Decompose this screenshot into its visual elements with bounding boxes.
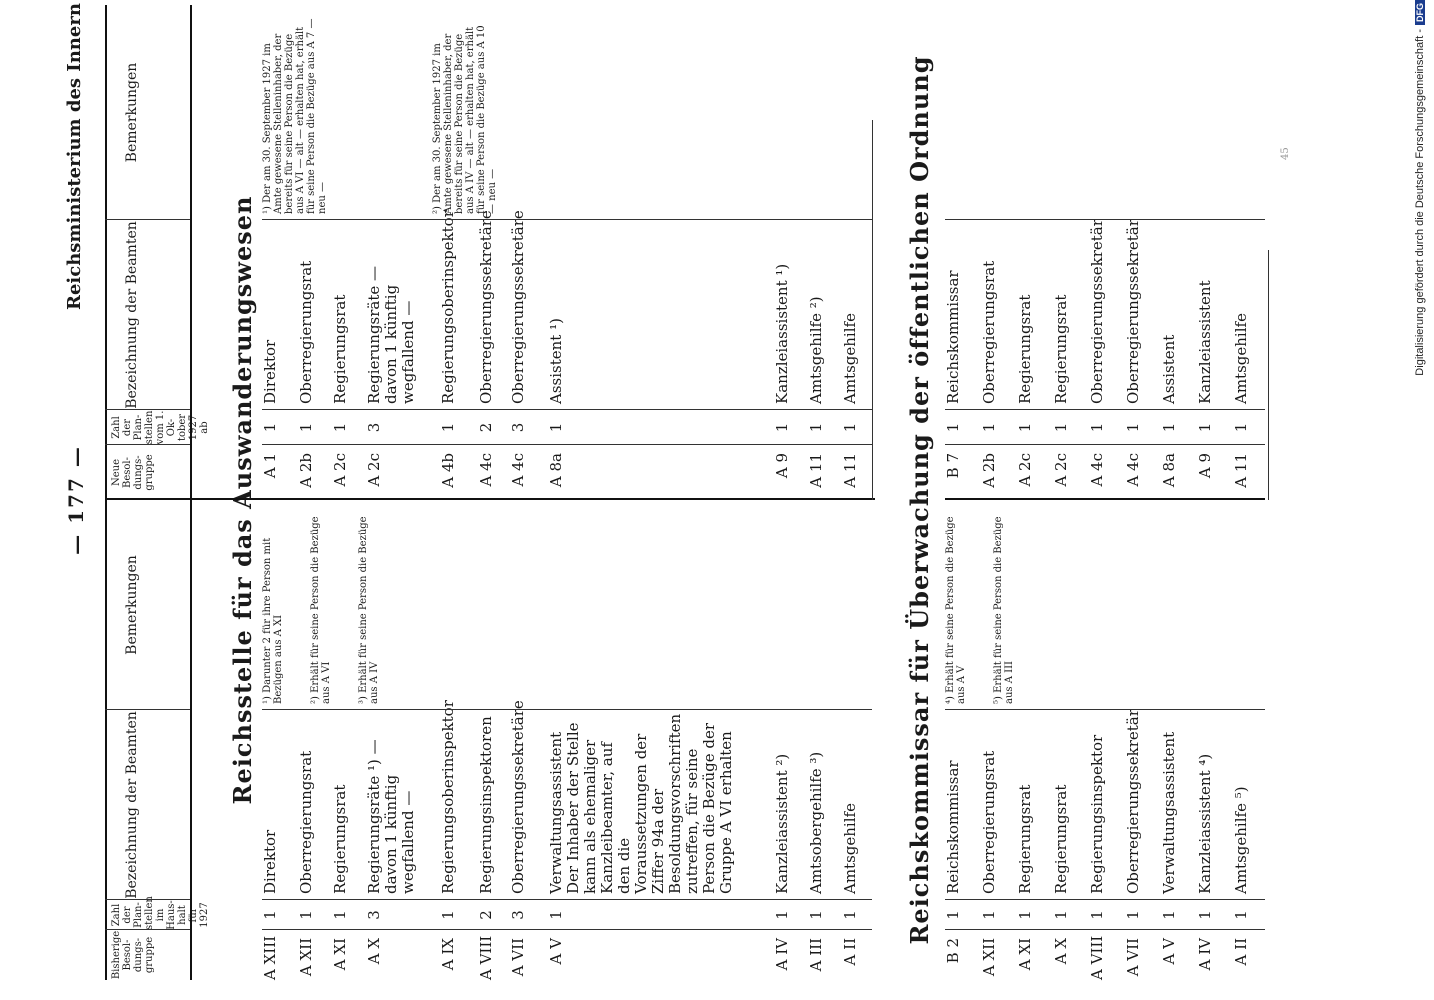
table-row-name: Regierungsrat — [331, 784, 349, 894]
header-bottom-rule — [190, 5, 192, 980]
table-row-name: Oberregierungssekretär — [1124, 709, 1142, 894]
left-count: 1 — [547, 910, 565, 920]
footnote: ⁵) Erhält für seine Person die Bezüge aus A III — [993, 516, 1015, 704]
footnote: ⁴) Erhält für seine Person die Bezüge aus A V — [945, 516, 967, 704]
right-count: 1 — [261, 422, 279, 433]
right-count: 1 — [807, 422, 825, 433]
table-center-rule — [105, 498, 875, 500]
dfg-logo: DFG — [1415, 0, 1425, 25]
left-count: 1 — [331, 910, 349, 920]
right-count: 2 — [477, 422, 495, 433]
table-row-name: Kanzleiassistent ²) — [773, 753, 791, 894]
left-group: A XI — [331, 938, 349, 971]
left-group: A VIII — [477, 935, 495, 980]
header-left-count: Zahl der Plan-stellen im Haus-halt für 1927 — [111, 896, 210, 930]
right-group: A 2c — [365, 453, 383, 487]
column-rule — [262, 709, 872, 710]
table-row-name: Oberregierungssekretäre — [477, 210, 495, 404]
table-row-name: Verwaltungsassistent — [1160, 731, 1178, 894]
column-rule — [945, 899, 1265, 900]
right-group: A 11 — [1232, 453, 1250, 488]
column-rule — [262, 899, 872, 900]
right-count: 1 — [1016, 422, 1034, 433]
left-group: A X — [365, 938, 383, 965]
table-row-name: Kanzleiassistent — [1196, 280, 1214, 404]
table-row-name: Amtsgehilfe — [841, 313, 859, 404]
left-count: 1 — [1016, 910, 1034, 920]
table-row-name: Oberregierungssekretär — [1124, 219, 1142, 404]
section1-title: Reichsstelle für das Auswanderungswesen — [228, 195, 257, 805]
right-group: A 2c — [1052, 453, 1070, 487]
right-group: A 11 — [807, 453, 825, 488]
footer-credit: Digitalisierung gefördert durch die Deutsche Forschungsgemeinschaft - — [1414, 29, 1426, 376]
table-row-name: Assistent — [1160, 334, 1178, 404]
right-group: A 11 — [841, 453, 859, 488]
left-count: 1 — [1196, 910, 1214, 920]
header-divider — [105, 929, 190, 930]
left-group: A XII — [980, 938, 998, 977]
table-row-name: Regierungsrat — [1052, 784, 1070, 894]
right-group: A 4c — [509, 453, 527, 487]
footnote: ²) Erhält für seine Person die Bezüge aus A VI — [310, 516, 332, 704]
table-row-name: Regierungsräte ¹) — davon 1 künftig wegfallend — — [365, 739, 417, 894]
left-group: A IV — [773, 938, 791, 971]
right-group: A 4c — [1124, 453, 1142, 487]
table-row-name: Oberregierungssekretäre — [509, 700, 527, 894]
header-divider — [105, 899, 190, 900]
column-rule — [945, 929, 1265, 930]
right-count: 1 — [841, 422, 859, 433]
table-row-name: Regierungsrat — [1016, 294, 1034, 404]
section2-title: Reichskommissar für Überwachung der öffentlichen Ordnung — [905, 55, 934, 945]
right-count: 1 — [1160, 422, 1178, 433]
left-count: 3 — [365, 910, 383, 920]
table-row-name: Regierungsrat — [331, 294, 349, 404]
right-group: A 2b — [980, 453, 998, 488]
left-count: 1 — [261, 910, 279, 920]
right-group: A 2c — [331, 453, 349, 487]
column-rule — [945, 219, 1265, 220]
right-group: A 4b — [439, 453, 457, 488]
right-group: A 2b — [297, 453, 315, 488]
right-group: B 7 — [944, 453, 962, 479]
page-number: — 177 — — [64, 445, 88, 555]
table-row-name: Oberregierungssekretäre — [509, 210, 527, 404]
table-row-name: Amtsgehilfe ⁵) — [1232, 786, 1250, 894]
right-count: 1 — [1052, 422, 1070, 433]
section2-bottom-rule — [1268, 250, 1269, 500]
column-rule — [262, 219, 872, 220]
table-row-name: Regierungsoberinspektor — [439, 210, 457, 404]
table-row-name: Regierungsräte — davon 1 künftig wegfallend — — [365, 265, 417, 404]
right-count: 1 — [773, 422, 791, 433]
left-group: A IV — [1196, 938, 1214, 971]
header-left-group: Bisherige Besol-dungs-gruppe — [111, 930, 155, 980]
table-row-name: Oberregierungsrat — [297, 260, 315, 404]
left-group: A II — [1232, 938, 1250, 966]
table-row-name: Kanzleiassistent ¹) — [773, 263, 791, 404]
table-row-name: Amtsgehilfe ²) — [807, 296, 825, 404]
right-group: A 8a — [1160, 453, 1178, 488]
left-count: 1 — [1052, 910, 1070, 920]
table-row-name: Oberregierungssekretär — [1088, 219, 1106, 404]
left-count: 2 — [477, 910, 495, 920]
right-count: 1 — [331, 422, 349, 433]
right-group: A 1 — [261, 453, 279, 479]
left-group: A III — [807, 938, 825, 972]
header-right-count: Zahl der Plan-stellen vom 1. Ok-tober 1927 ab — [111, 410, 210, 445]
table-row-name: Kanzleiassistent ⁴) — [1196, 753, 1214, 894]
table-row-name: Reichskommissar — [944, 270, 962, 404]
column-rule — [945, 444, 1265, 445]
right-count: 1 — [944, 422, 962, 433]
table-row-name: Regierungsoberinspektor — [439, 700, 457, 894]
table-row-name: Assistent ¹) — [547, 318, 565, 404]
footnote: ¹) Darunter 2 für ihre Person mit Bezügen aus A XI — [262, 537, 284, 704]
table-row-name: Reichskommissar — [944, 760, 962, 894]
left-count: 1 — [297, 910, 315, 920]
corner-mark: 45 — [1280, 147, 1291, 160]
table-row-name: Regierungsrat — [1052, 294, 1070, 404]
left-count: 1 — [807, 910, 825, 920]
table-center-rule-2 — [945, 498, 1265, 500]
footnote: ³) Erhält für seine Person die Bezüge aus A IV — [358, 516, 380, 704]
right-group: A 4c — [477, 453, 495, 487]
right-count: 1 — [1088, 422, 1106, 433]
header-top-rule — [105, 5, 107, 980]
table-row-name: Oberregierungsrat — [980, 260, 998, 404]
left-count: 1 — [980, 910, 998, 920]
footnote: ¹) Der am 30. September 1927 im Amte gewesene Stelleninhaber, der bereits für seine Person die Bezüge aus A VI — alt — erhalten hat, erhält für seine Person die Bezüge aus A 7 — neu — — [262, 18, 328, 214]
right-group: A 8a — [547, 453, 565, 488]
column-rule — [262, 444, 872, 445]
section1-bottom-rule — [872, 120, 873, 500]
left-group: A VII — [509, 938, 527, 977]
table-row-name: Direktor — [261, 339, 279, 404]
footnote: ²) Der am 30. September 1927 im Amte gewesene Stelleninhaber, der bereits für seine Person die Bezüge aus A IV — alt — erhalten hat, erhält für seine Person die Bezüge aus A 10 — neu — — [432, 25, 498, 214]
header-right-group: Neue Besol-dungs-gruppe — [111, 454, 155, 491]
header-right-notes: Bemerkungen — [124, 62, 140, 163]
left-count: 1 — [841, 910, 859, 920]
header-divider — [105, 444, 190, 445]
table-row-name: Regierungsinspektor — [1088, 734, 1106, 894]
right-group: A 9 — [773, 453, 791, 479]
right-count: 3 — [509, 422, 527, 433]
left-group: A XII — [297, 938, 315, 977]
right-group: A 4c — [1088, 453, 1106, 487]
table-row-name: Verwaltungsassistent Der Inhaber der Stelle kann als ehemaliger Kanzleibeamter, auf den die Voraussetzungen der Ziffer 94a der Besoldungsvorschriften zutreffen, für seine Person die Bezüge der Gruppe A VI erhalten — [547, 713, 735, 894]
left-group: A II — [841, 938, 859, 966]
column-rule — [262, 409, 872, 410]
table-row-name: Oberregierungsrat — [297, 750, 315, 894]
left-count: 1 — [439, 910, 457, 920]
right-count: 3 — [365, 422, 383, 433]
table-row-name: Amtsobergehilfe ³) — [807, 751, 825, 894]
column-rule — [945, 709, 1265, 710]
footer-strip — [1412, 0, 1434, 1000]
left-count: 1 — [1232, 910, 1250, 920]
right-count: 1 — [1232, 422, 1250, 433]
left-group: A XIII — [261, 935, 279, 980]
header-divider — [105, 709, 190, 710]
left-group: B 2 — [944, 938, 962, 964]
left-group: A IX — [439, 938, 457, 971]
table-row-name: Regierungsinspektoren — [477, 716, 495, 894]
left-group: A XI — [1016, 938, 1034, 971]
header-right-name: Bezeichnung der Beamten — [124, 221, 140, 409]
left-count: 1 — [944, 910, 962, 920]
header-divider — [105, 409, 190, 410]
left-group: A V — [1160, 938, 1178, 965]
header-left-name: Bezeichnung der Beamten — [124, 711, 140, 899]
right-count: 1 — [439, 422, 457, 433]
table-row-name: Oberregierungsrat — [980, 750, 998, 894]
left-group: A X — [1052, 938, 1070, 965]
table-row-name: Amtsgehilfe — [1232, 313, 1250, 404]
right-count: 1 — [297, 422, 315, 433]
left-group: A VIII — [1088, 935, 1106, 980]
left-count: 1 — [1088, 910, 1106, 920]
column-rule — [262, 929, 872, 930]
column-rule — [945, 409, 1265, 410]
right-count: 1 — [1124, 422, 1142, 433]
left-group: A V — [547, 938, 565, 965]
right-count: 1 — [547, 422, 565, 433]
right-group: A 2c — [1016, 453, 1034, 487]
table-row-name: Amtsgehilfe — [841, 803, 859, 894]
right-count: 1 — [1196, 422, 1214, 433]
table-row-name: Direktor — [261, 829, 279, 894]
table-row-name: Regierungsrat — [1016, 784, 1034, 894]
right-group: A 9 — [1196, 453, 1214, 479]
header-divider — [105, 219, 190, 220]
left-count: 1 — [1124, 910, 1142, 920]
left-group: A VII — [1124, 938, 1142, 977]
left-count: 1 — [773, 910, 791, 920]
left-count: 3 — [509, 910, 527, 920]
header-left-notes: Bemerkungen — [124, 555, 140, 655]
left-count: 1 — [1160, 910, 1178, 920]
right-count: 1 — [980, 422, 998, 433]
running-title: Reichsministerium des Innern — [64, 3, 85, 310]
